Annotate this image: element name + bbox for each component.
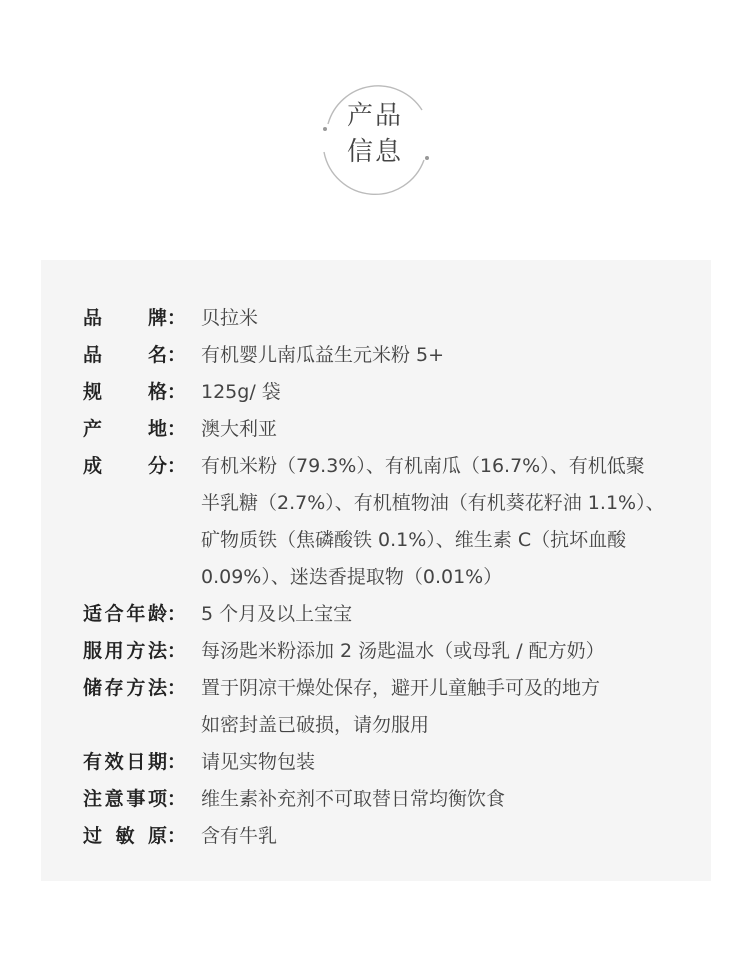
section-title xyxy=(316,98,434,170)
info-label-colon: ： xyxy=(167,751,187,773)
info-value-line: 贝拉米 xyxy=(201,307,259,329)
info-label-text: 过 敏 原 xyxy=(83,825,167,847)
info-value xyxy=(201,411,703,448)
info-label-text: 服 用 方 法 xyxy=(83,640,167,662)
info-row xyxy=(83,818,703,855)
info-label xyxy=(83,633,187,670)
info-row xyxy=(83,633,703,670)
info-value xyxy=(201,818,703,855)
info-label-colon: ： xyxy=(167,307,187,329)
info-value-line: 半乳糖（2.7%）、有机植物油（有机葵花籽油 1.1%）、 xyxy=(201,492,665,514)
info-label xyxy=(83,818,187,855)
info-value-line: 5 个月及以上宝宝 xyxy=(201,603,353,625)
info-value xyxy=(201,337,703,374)
info-label xyxy=(83,781,187,818)
info-row xyxy=(83,448,703,596)
info-label-text: 品 名 xyxy=(83,344,167,366)
info-label-colon: ： xyxy=(167,677,187,699)
info-label xyxy=(83,596,187,633)
info-value xyxy=(201,596,703,633)
info-value xyxy=(201,300,703,337)
info-row xyxy=(83,596,703,633)
info-row xyxy=(83,300,703,337)
info-label-colon: ： xyxy=(167,640,187,662)
info-row xyxy=(83,781,703,818)
info-label-colon: ： xyxy=(167,344,187,366)
info-label-colon: ： xyxy=(167,788,187,810)
info-value-line: 矿物质铁（焦磷酸铁 0.1%）、维生素 C（抗坏血酸 xyxy=(201,529,627,551)
info-label-text: 适 合 年 龄 xyxy=(83,603,167,625)
info-value-line: 请见实物包装 xyxy=(201,751,316,773)
section-header xyxy=(316,80,434,200)
info-label-colon: ： xyxy=(167,825,187,847)
info-value xyxy=(201,374,703,411)
info-value-line: 有机婴儿南瓜益生元米粉 5+ xyxy=(201,344,445,366)
info-value-line: 125g/ 袋 xyxy=(201,381,281,403)
info-value xyxy=(201,744,703,781)
info-value-line: 有机米粉（79.3%）、有机南瓜（16.7%）、有机低聚 xyxy=(201,455,645,477)
info-value-line: 每汤匙米粉添加 2 汤匙温水（或母乳 / 配方奶） xyxy=(201,640,605,662)
info-label xyxy=(83,448,187,485)
info-row xyxy=(83,337,703,374)
info-value xyxy=(201,448,703,596)
info-label-text: 产 地 xyxy=(83,418,167,440)
info-value xyxy=(201,633,703,670)
info-label xyxy=(83,670,187,707)
info-value-line: 澳大利亚 xyxy=(201,418,278,440)
info-label-colon: ： xyxy=(167,381,187,403)
info-value-line: 含有牛乳 xyxy=(201,825,278,847)
info-label xyxy=(83,744,187,781)
section-title-line2: 信息 xyxy=(346,137,403,167)
section-title-line1: 产品 xyxy=(346,101,403,131)
info-label-colon: ： xyxy=(167,603,187,625)
info-label xyxy=(83,300,187,337)
info-label-text: 注 意 事 项 xyxy=(83,788,167,810)
info-label-colon: ： xyxy=(167,418,187,440)
info-label-colon: ： xyxy=(167,455,187,477)
info-row xyxy=(83,744,703,781)
info-value-line: 置于阴凉干燥处保存，避开儿童触手可及的地方 xyxy=(201,677,601,699)
info-value xyxy=(201,781,703,818)
info-label xyxy=(83,374,187,411)
info-label xyxy=(83,411,187,448)
info-label-text: 有 效 日 期 xyxy=(83,751,167,773)
info-label xyxy=(83,337,187,374)
info-row xyxy=(83,374,703,411)
info-label-text: 规 格 xyxy=(83,381,167,403)
info-row xyxy=(83,670,703,744)
info-label-text: 品 牌 xyxy=(83,307,167,329)
info-row xyxy=(83,411,703,448)
info-value xyxy=(201,670,703,744)
info-label-text: 成 分 xyxy=(83,455,167,477)
info-value-line: 0.09%）、迷迭香提取物（0.01%） xyxy=(201,566,503,588)
product-info-list xyxy=(83,300,703,855)
info-label-text: 储 存 方 法 xyxy=(83,677,167,699)
product-info-panel xyxy=(41,260,711,881)
info-value-line: 如密封盖已破损，请勿服用 xyxy=(201,714,430,736)
info-value-line: 维生素补充剂不可取替日常均衡饮食 xyxy=(201,788,506,810)
